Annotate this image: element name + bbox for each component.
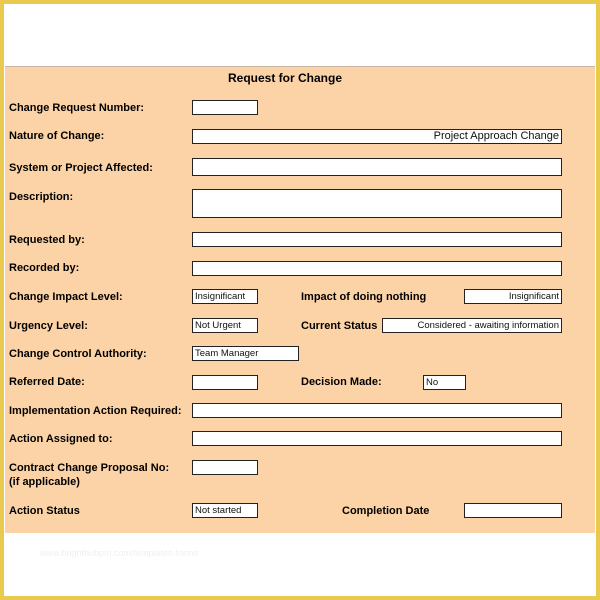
current-status-field[interactable]: Considered - awaiting information bbox=[382, 318, 562, 333]
referred-date-label: Referred Date: bbox=[9, 376, 85, 388]
decision-made-label: Decision Made: bbox=[301, 376, 382, 388]
description-field[interactable] bbox=[192, 189, 562, 218]
urgency-level-field[interactable]: Not Urgent bbox=[192, 318, 258, 333]
impact-of-doing-nothing-label: Impact of doing nothing bbox=[301, 291, 427, 303]
implementation-action-label: Implementation Action Required: bbox=[9, 405, 182, 417]
form-title: Request for Change bbox=[227, 71, 342, 85]
change-request-number-label: Change Request Number: bbox=[9, 102, 145, 114]
watermark-text: www.brighthubpm.com/templates-forms bbox=[40, 548, 199, 558]
urgency-level-label: Urgency Level: bbox=[9, 320, 88, 332]
change-request-number-field[interactable] bbox=[192, 100, 258, 115]
contract-change-proposal-label bbox=[9, 461, 169, 489]
action-assigned-to-field[interactable] bbox=[192, 431, 562, 446]
implementation-action-field[interactable] bbox=[192, 403, 562, 418]
system-affected-label: System or Project Affected: bbox=[9, 162, 153, 174]
requested-by-field[interactable] bbox=[192, 232, 562, 247]
contract-change-proposal-note: (if applicable) bbox=[9, 476, 80, 488]
description-label: Description: bbox=[9, 191, 74, 203]
action-assigned-to-label: Action Assigned to: bbox=[9, 433, 113, 445]
completion-date-field[interactable] bbox=[464, 503, 562, 518]
action-status-label: Action Status bbox=[9, 505, 80, 517]
completion-date-label: Completion Date bbox=[342, 505, 430, 517]
impact-of-doing-nothing-field[interactable]: Insignificant bbox=[464, 289, 562, 304]
recorded-by-field[interactable] bbox=[192, 261, 562, 276]
requested-by-label: Requested by: bbox=[9, 234, 85, 246]
change-control-authority-field[interactable]: Team Manager bbox=[192, 346, 299, 361]
change-control-authority-label: Change Control Authority: bbox=[9, 348, 147, 360]
system-affected-field[interactable] bbox=[192, 158, 562, 176]
referred-date-field[interactable] bbox=[192, 375, 258, 390]
current-status-label: Current Status bbox=[301, 320, 378, 332]
change-impact-level-field[interactable]: Insignificant bbox=[192, 289, 258, 304]
recorded-by-label: Recorded by: bbox=[9, 262, 80, 274]
contract-change-proposal-title: Contract Change Proposal No: bbox=[9, 462, 170, 474]
nature-of-change-label: Nature of Change: bbox=[9, 130, 105, 142]
decision-made-field[interactable]: No bbox=[423, 375, 466, 390]
nature-of-change-field[interactable]: Project Approach Change bbox=[192, 129, 562, 144]
change-impact-level-label: Change Impact Level: bbox=[9, 291, 123, 303]
action-status-field[interactable]: Not started bbox=[192, 503, 258, 518]
contract-change-proposal-field[interactable] bbox=[192, 460, 258, 475]
